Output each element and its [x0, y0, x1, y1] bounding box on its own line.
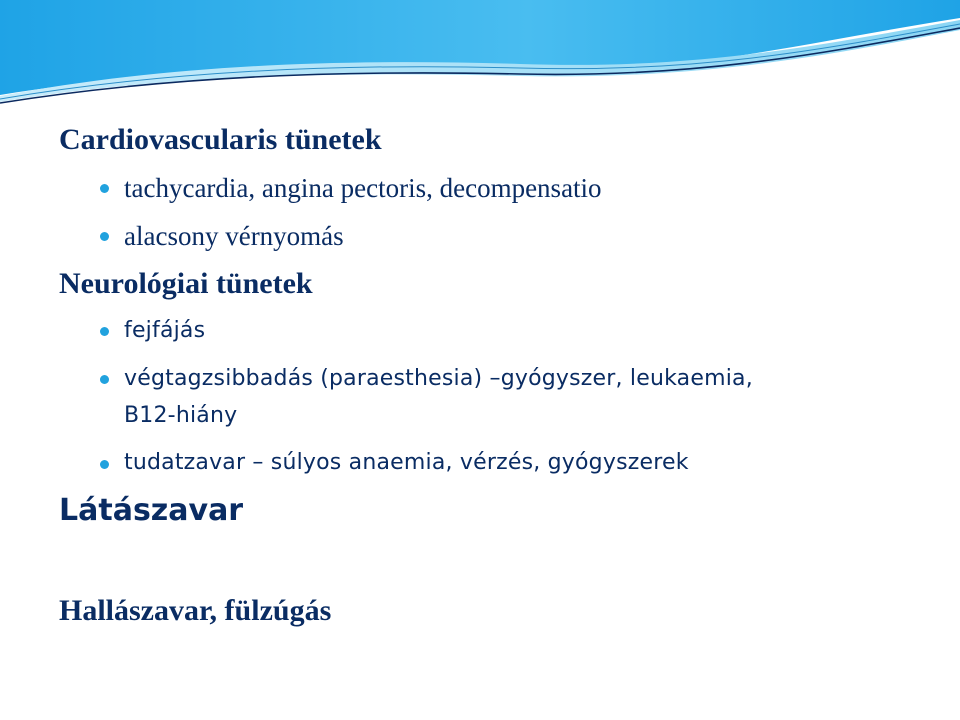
heading-cardiovascular: Cardiovascularis tünetek	[59, 123, 382, 156]
list-item-numbness: végtagzsibbadás (paraesthesia) –gyógyszer, leukaemia,	[124, 366, 753, 391]
heading-hearing-disorder: Hallászavar, fülzúgás	[59, 594, 332, 627]
list-item-consciousness-disorder: tudatzavar – súlyos anaemia, vérzés, gyógyszerek	[124, 450, 689, 475]
bullet-icon	[100, 232, 109, 241]
bullet-icon	[100, 327, 109, 336]
list-item-headache: fejfájás	[124, 318, 206, 343]
bullet-icon	[100, 184, 109, 193]
list-item-numbness-continued: B12-hiány	[124, 403, 238, 428]
list-item-low-blood-pressure: alacsony vérnyomás	[124, 221, 344, 251]
bullet-icon	[100, 375, 109, 384]
list-item-tachycardia: tachycardia, angina pectoris, decompensatio	[124, 173, 602, 203]
heading-neurological: Neurológiai tünetek	[59, 267, 313, 300]
heading-vision-disorder: Látászavar	[59, 493, 244, 528]
bullet-icon	[100, 460, 109, 469]
